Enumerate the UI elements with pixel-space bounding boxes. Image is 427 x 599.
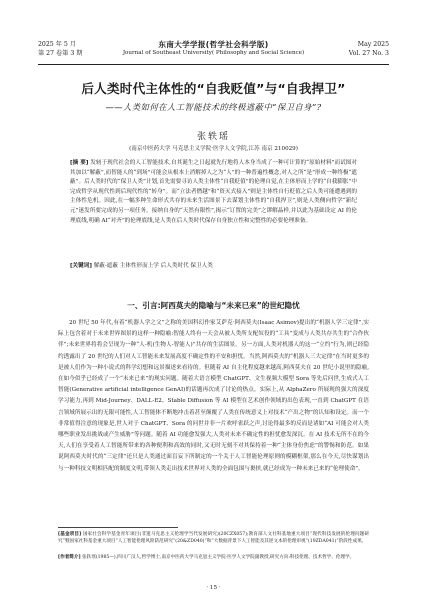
keywords-label: [关键词] [70, 263, 92, 269]
keywords-text: 解蔽-遮蔽 主体性形而上学 后人类时代 保卫人类 [93, 263, 213, 269]
running-header [38, 40, 389, 62]
article-title: 后人类时代主体性的“自我贬值”与“自我捍卫” [81, 81, 346, 96]
header-date-cn: 2025 年 5 月 [38, 41, 76, 48]
section-heading: 一、引言:阿西莫夫的隐喻与“未来已来”的世纪隐忧 [127, 301, 300, 310]
keywords [70, 262, 357, 272]
page-number: · 15 · [206, 585, 221, 591]
body-paragraph: 20 世纪 50 年代,有着“机器人学之父”之称的美国科幻作家艾萨克·阿西莫夫(Isaac Asimov)提出的“机器人学三定律”,实际上包含着对于未来世界图景的这样一种隐喻:智能人终有一天会从被人类所支配奴役的“工具”变成与人类共存共生的“合作伙伴”;未来世界将将会呈现为一种“人-机(生物人-智能人)”共存的生活图景。另一方面,人类对机器人的这一“立约”行为,则已经隐约透露出了 20 世纪的人们对人工智能未来发展高度不确定性的不安和担忧。当然,阿西莫夫的“机器人三大定律”在当时更多的是被人们作为一种小说式的科学幻想和远景描述来看待的。但随着 AI 自主化程度越来越高,阿西莫夫在 20 世纪小说里的隐喻,在如今似乎已经成了一个“未来已来”的现实问题。随着大语言模型 ChatGPT、文生视频大模型 Sora 等先后问世,生成式人工智能(Generative artificial intelligence GenAI)的话题再次成了讨论的热点。实际上,从 AlphaZero 所展现的强大的深度学习能力,再到 Mid-Journey、DALL-E2、Stable Diffusion 等 AI 模型在艺术创作领域的出色表现,一直到 ChatGPT 在语言领域所展示出的无限可能性,人工智能体不断地冲击着甚至颠覆了人类在传统意义上对技术“产出之物”的认知和设定。而一个非常值得注意的现象是,世人对于 ChatGPT、Sora 的问世并非一片欢呼雀跃之声,讨论得最多的反而是诸如“AI 可能会对人类哪些职业发出挑战或产生威胁”等问题。随着 AI 功能愈发强大,人类对未来不确定性的担忧愈发深沉。在 AI 技术无所不在的今天,人们在享受着人工智能所带来的各种便利和高效的同时,又无时无刻不对其保持着一种“主体身份焦虑”的警惕和防范。如果说阿西莫夫时代的“三定律”还只是人类通过面盲妄下所制定的一个关于人工智能伦理原则的模糊框架,那么在今天,尽快谋划出与一种科技文明相匹配的制度文明,带领人类走出技术世界对人类的全面包围与裹挟,就已经成为一种未来已来的“伦理使命”。 [58, 320, 369, 472]
abstract-text: 发轫于现代社会的人工智能技术,自其诞生之日起就先行地将人本身当成了一种可计算的“原始材料”而试图对其加以“解蔽”,而智能人的“到场”可能会从根本上消解掉人之为“人”的一种普遍性概念,对人之所“是”形成一种终极“遮蔽”。后人类时代的“保卫人类”计划,首先需要寻访人类主体性“自我贬值”的伦理自觉,在主体形而上学的“自我膨胀”中完成哲学从现代性到后现代性的“转身”。而“立法者僭越”和“资灭式接入”则是主体性自行贬值之后人类可能遭遇到的主体性危机。因此,在一幅多种生命形式共存的未来生活图景下去谋划主体性的“自我捍卫”,则是人类侧向哲学“新纪元”迷发所要完成的另一项任务。接纳自身的“天然有限性”,揭示“订置的完美”之谬解晶样,并以此为基础设定 AI 的伦理底线,明确 AI“对齐”的伦理底线,是人类在后人类时代保存自身独立性和完整性的必要伦理准备。 [70, 160, 358, 224]
abstract [70, 159, 357, 226]
author-bio-text: 张轶瑶(1985—),四川广汉人,哲学博士,南京中医药大学马克思主义学院·医学人文学院副教授,研究方向:科技伦理、技术哲学、伦理学。 [82, 555, 355, 560]
header-volume-cn: 第 27 卷第 3 期 [38, 50, 83, 57]
author-name: 张轶瑶 [196, 132, 230, 142]
journal-name-cn: 东南大学学报(哲学社会科学版) [158, 40, 269, 49]
footnote-divider [58, 527, 178, 528]
header-issue-date [38, 40, 82, 58]
footnote-fund [58, 531, 369, 545]
journal-name-en: Journal of Southeast University( Philosophy and Social Science) [122, 50, 305, 56]
author-affiliation: (南京中医药大学 马克思主义学院·医学人文学院,江苏 南京 210029) [129, 146, 298, 152]
header-issue-en [349, 40, 389, 58]
footnote-author [58, 554, 369, 561]
header-date-en: May 2025 [357, 41, 389, 48]
header-divider [38, 64, 389, 65]
fund-text: 国家社会科学基金青年项目(非遗马克思主义伦理学当代发展研究)(20CZX057);教育部人文社科基地重大项目“现代科技发展的伦理问题研究”暨国家社科基金重大项目“人工智能伦理风险防范研究”(20&ZD040)”和“大数据背景下人工智能及其逆文本的伦理审视”(19ZDA041)”阶段性成果。 [58, 532, 369, 545]
header-volume-en: Vol. 27 No. 3 [348, 50, 389, 57]
article-subtitle: ——人类如何在人工智能技术的终极逃蔽中“保卫自身”? [105, 102, 322, 112]
author-bio-label: [作者简介] [58, 555, 81, 560]
header-journal [98, 40, 329, 58]
abstract-label: [摘 要] [70, 160, 89, 166]
fund-label: [基金项目] [58, 532, 82, 537]
